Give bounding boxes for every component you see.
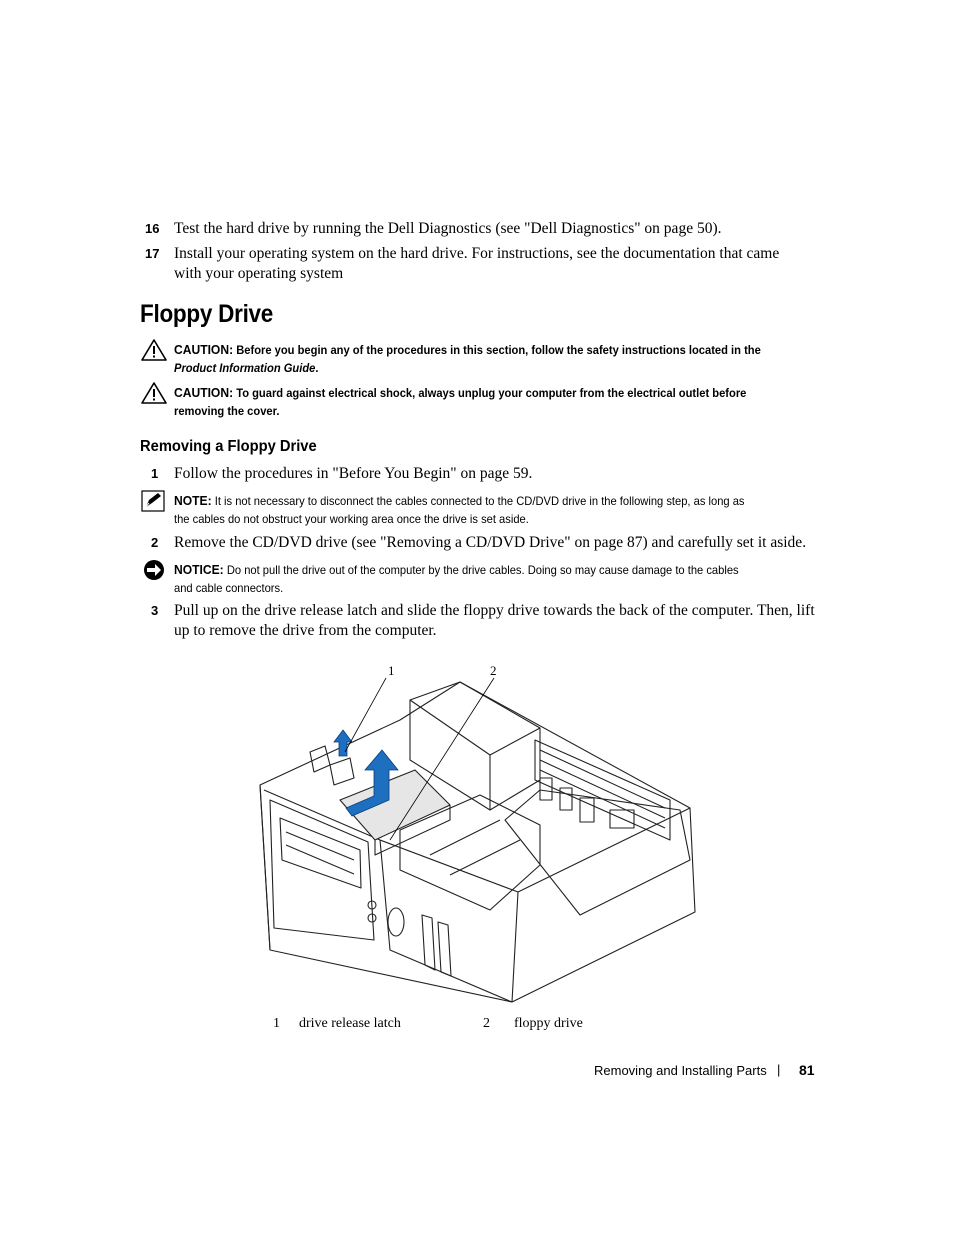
legend-label: drive release latch bbox=[299, 1016, 401, 1031]
step-text: Test the hard drive by running the Dell Diagnostics (see "Dell Diagnostics" on page 50). bbox=[174, 220, 722, 237]
step-number: 2 bbox=[151, 535, 159, 550]
computer-illustration bbox=[250, 660, 710, 1005]
note-text: It is not necessary to disconnect the cables connected to the CD/DVD drive in the following step, as long as bbox=[214, 494, 745, 508]
caution-icon bbox=[141, 339, 167, 361]
legend-number: 2 bbox=[483, 1016, 490, 1031]
step-text: Follow the procedures in "Before You Begin" on page 59. bbox=[174, 465, 533, 482]
notice-block bbox=[174, 561, 825, 597]
notice-text: and cable connectors. bbox=[174, 580, 284, 595]
guide-title: Product Information Guide bbox=[174, 360, 316, 375]
note-label: NOTE: bbox=[174, 493, 212, 508]
notice-icon bbox=[143, 559, 165, 581]
step-text: Pull up on the drive release latch and slide the floppy drive towards the back of the computer. Then, lift bbox=[174, 602, 815, 619]
caution-text-end: . bbox=[315, 360, 319, 375]
note-text: the cables do not obstruct your working area once the drive is set aside. bbox=[174, 511, 529, 526]
caution-block bbox=[174, 384, 825, 420]
step-text: Install your operating system on the hard drive. For instructions, see the documentation that came bbox=[174, 245, 780, 262]
floppy-removal-diagram bbox=[250, 660, 710, 1005]
step-number: 17 bbox=[145, 246, 160, 261]
step-text: with your operating system bbox=[174, 265, 344, 282]
notice-label: NOTICE: bbox=[174, 562, 224, 577]
callout-2: 2 bbox=[490, 663, 497, 678]
step-number: 16 bbox=[145, 221, 160, 236]
legend-label: floppy drive bbox=[514, 1016, 583, 1031]
step-number: 3 bbox=[151, 603, 159, 618]
note-block bbox=[174, 492, 825, 528]
page-title: Floppy Drive bbox=[140, 300, 274, 328]
caution-block bbox=[174, 341, 825, 377]
footer-separator: | bbox=[777, 1062, 781, 1077]
caution-label: CAUTION: bbox=[174, 342, 234, 357]
note-pencil-icon bbox=[141, 490, 165, 512]
step-number: 1 bbox=[151, 466, 159, 481]
step-text: Remove the CD/DVD drive (see "Removing a CD/DVD Drive" on page 87) and carefully set it aside. bbox=[174, 534, 807, 551]
caution-icon bbox=[141, 382, 167, 404]
step-text: up to remove the drive from the computer. bbox=[174, 622, 437, 639]
footer-section: Removing and Installing Parts bbox=[594, 1063, 767, 1078]
callout-1: 1 bbox=[388, 663, 395, 678]
legend-number: 1 bbox=[273, 1016, 280, 1031]
caution-label: CAUTION: bbox=[174, 385, 234, 400]
caution-text: To guard against electrical shock, always unplug your computer from the electrical outlet before bbox=[236, 386, 747, 400]
caution-text: Before you begin any of the procedures in this section, follow the safety instructions located in the bbox=[236, 343, 761, 357]
subsection-title: Removing a Floppy Drive bbox=[140, 438, 317, 455]
caution-text: removing the cover. bbox=[174, 403, 280, 418]
page-number: 81 bbox=[799, 1062, 815, 1078]
notice-text: Do not pull the drive out of the computer by the drive cables. Doing so may cause damage to the cables bbox=[226, 563, 739, 577]
